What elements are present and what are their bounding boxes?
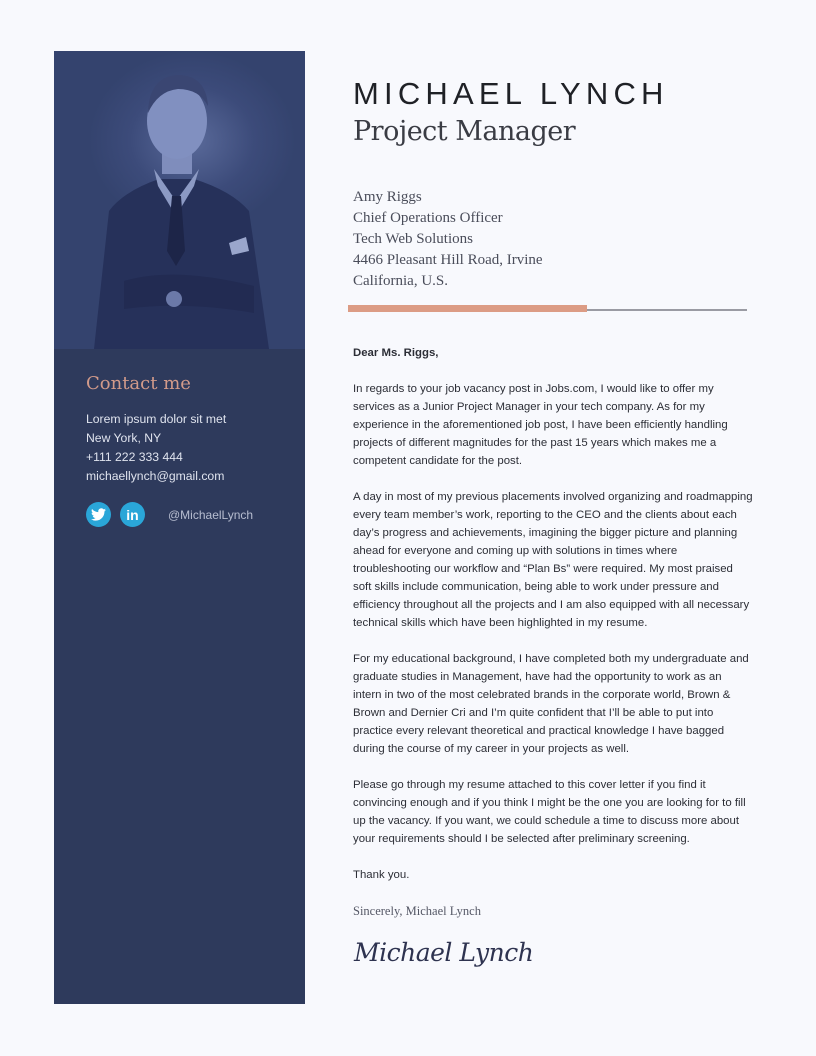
linkedin-glyph: in xyxy=(126,506,139,523)
contact-details xyxy=(86,410,226,486)
paragraph-2: A day in most of my previous placements involved organizing and roadmapping every team member’s work, reporting to the CEO and the clients about each day’s progress and achievements, imagining the bigger picture and planning ahead for everyone and coming up with solutions in times where troubleshooting our workflow and “Plan Bs” were required. My most praised soft skills include communication, being able to work under pressure and efficiency throughout all the projects and I am also equipped with all necessary technical skills which have been highlighted in my resume. xyxy=(353,491,753,629)
salutation: Dear Ms. Riggs, xyxy=(353,347,439,359)
contact-title: Contact me xyxy=(86,373,191,394)
applicant-role: Project Manager xyxy=(353,116,576,147)
divider-accent-bar xyxy=(348,305,587,312)
twitter-icon[interactable] xyxy=(86,502,111,527)
portrait-photo xyxy=(54,51,305,349)
recipient-company: Tech Web Solutions xyxy=(353,231,473,247)
contact-tagline: Lorem ipsum dolor sit met xyxy=(86,412,227,426)
portrait-figure-icon xyxy=(54,51,305,349)
paragraph-4: Please go through my resume attached to this cover letter if you find it convincing enough and if you think I might be the one you are looking for to fill up the vacancy. If you want, we could schedule a time to discuss more about your requirements should I be selected after preliminary screening. xyxy=(353,779,746,845)
recipient-block xyxy=(353,187,543,292)
contact-email[interactable]: michaellynch@gmail.com xyxy=(86,469,225,483)
paragraph-1: In regards to your job vacancy post in Jobs.com, I would like to offer my services as a Junior Project Manager in your tech company. As for my experience in the aforementioned job post, I have been efficiently handling projects of different magnitudes for the past 15 years which makes me a competent candidate for the post. xyxy=(353,383,728,467)
paragraph-3: For my educational background, I have completed both my undergraduate and graduate studies in Management, have had the opportunity to work as an intern in two of the most celebrated brands in the corporate world, Brown & Brown and Dernier Cri and I’m quite confident that I’ll be able to put into practice every relevant theoretical and practical knowledge I have bagged during the course of my career in your projects as well. xyxy=(353,653,749,755)
recipient-street: 4466 Pleasant Hill Road, Irvine xyxy=(353,252,543,268)
sidebar xyxy=(54,51,305,1004)
signature: Michael Lynch xyxy=(354,938,534,967)
social-handle[interactable]: @MichaelLynch xyxy=(168,507,254,522)
social-links xyxy=(86,502,253,527)
recipient-region: California, U.S. xyxy=(353,273,448,289)
recipient-name: Amy Riggs xyxy=(353,189,422,205)
contact-phone[interactable]: +111 222 333 444 xyxy=(86,450,183,464)
closing: Thank you. xyxy=(353,869,410,881)
contact-location: New York, NY xyxy=(86,431,162,445)
divider-line xyxy=(587,309,747,311)
recipient-title: Chief Operations Officer xyxy=(353,210,503,226)
letter-body xyxy=(353,344,753,938)
signoff: Sincerely, Michael Lynch xyxy=(353,904,481,918)
linkedin-icon[interactable] xyxy=(120,502,145,527)
applicant-name: MICHAEL LYNCH xyxy=(353,76,669,111)
